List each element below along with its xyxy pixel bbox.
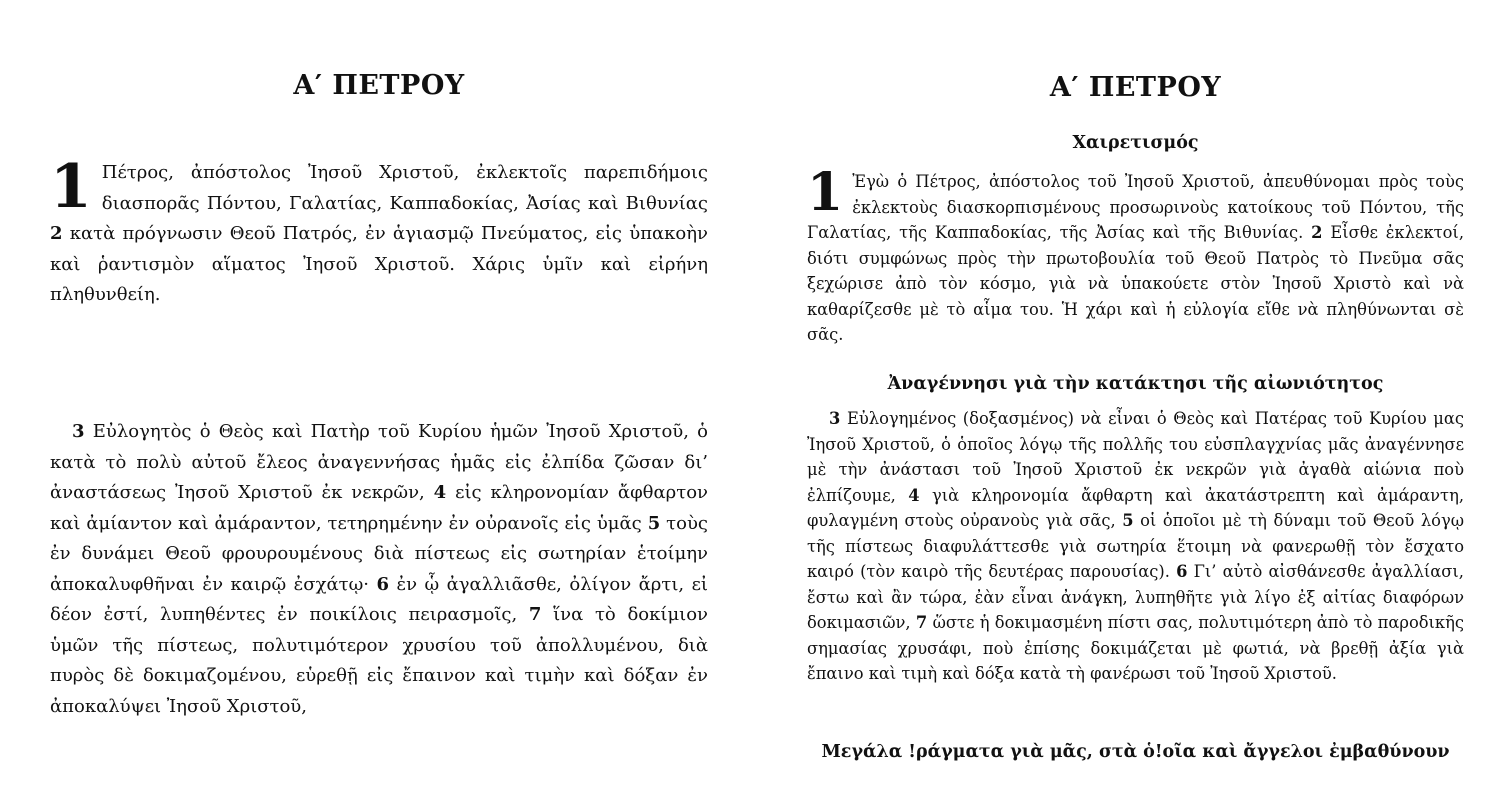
verse-number: 4: [908, 485, 920, 505]
verse-number: 7: [528, 604, 542, 625]
verse-number: 3: [72, 421, 85, 442]
verse-text: κατὰ πρόγνωσιν Θεοῦ Πατρός, ἐν ἁγιασμῷ Πνεύματος, εἰς ὑπακοὴν καὶ ῥαντισμὸν αἵματος Ἰησοῦ Χριστοῦ. Χάρις ὑμῖν καὶ εἰρήνη πληθυνθείη.: [50, 223, 708, 305]
section-heading: Χαιρετισμός: [1072, 133, 1199, 153]
verse-text: γιὰ κληρονομία ἄφθαρτη καὶ ἀκατάστρεπτη καὶ ἀμάραντη, φυλαγμένη στοὺς οὐρανοὺς γιὰ σᾶς,: [807, 485, 1464, 530]
chapter-number: 1: [50, 152, 92, 222]
verse-text: Πέτρος, ἀπόστολος Ἰησοῦ Χριστοῦ, ἐκλεκτοῖς παρεπιδήμοις διασπορᾶς Πόντου, Γαλατίας, Καππαδοκίας, Ἀσίας καὶ Βιθυνίας: [101, 162, 708, 214]
paragraph-verses-1-2: [807, 162, 1464, 348]
verse-text: Εὐλογημένος (δοξασμένος) νὰ εἶναι ὁ Θεὸς καὶ Πατέρας τοῦ Κυρίου μας Ἰησοῦ Χριστοῦ, ὁ ὁποῖος λόγῳ τῆς πολλῆς του εὐσπλαγχνίας μᾶς ἀναγέννησε μὲ τὴν ἀνάστασι τοῦ Ἰησοῦ Χριστοῦ ἐκ νεκρῶν γιὰ ἀγαθὰ αἰώνια ποὺ ἐλπίζουμε,: [807, 409, 1464, 505]
section-heading: Μεγάλα !ράγματα γιὰ μᾶς, στὰ ὁ!οῖα καὶ ἄγγελοι ἐμβαθύνουν: [821, 742, 1450, 762]
verse-text: ὥστε ἡ δοκιμασμένη πίστι σας, πολυτιμότερη ἀπὸ τὸ παροδικῆς σημασίας χρυσάφι, ποὺ ἐπίσης δοκιμάζεται μὲ φωτιά, νὰ βρεθῇ ἀξία γιὰ ἔπαινο καὶ τιμὴ καὶ δόξα κατὰ τὴ φανέρωσι τοῦ Ἰησοῦ Χριστοῦ.: [807, 613, 1464, 683]
verse-text: Εὐλογητὸς ὁ Θεὸς καὶ Πατὴρ τοῦ Κυρίου ἡμῶν Ἰησοῦ Χριστοῦ, ὁ κατὰ τὸ πολὺ αὐτοῦ ἔλεος ἀναγεννήσας ἡμᾶς εἰς ἐλπίδα ζῶσαν δι’ ἀναστάσεως Ἰησοῦ Χριστοῦ ἐκ νεκρῶν,: [50, 421, 708, 503]
paragraph-verses-1-2: [50, 152, 708, 311]
verse-number: 6: [376, 573, 389, 595]
section-heading: Ἀναγέννησι γιὰ τὴν κατάκτησι τῆς αἰωνιότητος: [887, 374, 1384, 394]
verse-text: ἵνα τὸ δοκίμιον ὑμῶν τῆς πίστεως, πολυτιμότερον χρυσίου τοῦ ἀπολλυμένου, διὰ πυρὸς δὲ δοκιμαζομένου, εὑρεθῇ εἰς ἔπαινον καὶ τιμὴν καὶ δόξαν ἐν ἀποκαλύψει Ἰησοῦ Χριστοῦ,: [50, 604, 708, 717]
verse-text: Εἶσθε ἐκλεκτοί, διότι συμφώνως πρὸς τὴν πρωτοβουλία τοῦ Θεοῦ Πατρὸς τὸ Πνεῦμα σᾶς ξεχώρισε ἀπὸ τὸν κόσμο, γιὰ νὰ ὑπακούετε στὸν Ἰησοῦ Χριστὸ καὶ νὰ καθαρίζεσθε μὲ τὸ αἷμα του. Ἡ χάρι καὶ ἡ εὐλογία εἴθε νὰ πληθύνωνται σὲ σᾶς.: [807, 223, 1464, 344]
verse-number: 4: [433, 482, 447, 503]
verse-text: ἐν ᾧ ἀγαλλιᾶσθε, ὀλίγον ἄρτι, εἰ δέον ἐστί, λυπηθέντες ἐν ποικίλοις πειρασμοῖς,: [50, 573, 708, 625]
verse-number: 6: [1176, 562, 1188, 581]
verse-number: 3: [829, 409, 841, 428]
paragraph-verses-3-7: [50, 417, 708, 722]
verse-text: Ἐγὼ ὁ Πέτρος, ἀπόστολος τοῦ Ἰησοῦ Χριστοῦ, ἀπευθύνομαι πρὸς τοὺς ἐκλεκτοὺς διασκορπισμένους προσωρινοὺς κατοίκους τοῦ Πόντου, τῆς Γαλατίας, τῆς Καππαδοκίας, τῆς Ἀσίας καὶ τῆς Βιθυνίας.: [807, 172, 1464, 242]
verse-text: εἰς κληρονομίαν ἄφθαρτον καὶ ἀμίαντον καὶ ἀμάραντον, τετηρημένην ἐν οὐρανοῖς εἰς ὑμᾶς: [50, 482, 708, 534]
verse-number: 5: [647, 512, 661, 534]
verse-number: 2: [50, 223, 63, 244]
verse-text: οἱ ὁποῖοι μὲ τὴ δύναμι τοῦ Θεοῦ λόγῳ τῆς πίστεως διαφυλάττεσθε γιὰ σωτηρία ἕτοιμη νὰ φανερωθῇ τὸν ἔσχατο καιρό (τὸν καιρὸ τῆς δευτέρας παρουσίας).: [807, 511, 1464, 581]
chapter-number: 1: [807, 162, 844, 223]
verse-text: τοὺς ἐν δυνάμει Θεοῦ φρουρουμένους διὰ πίστεως εἰς σωτηρίαν ἑτοίμην ἀποκαλυφθῆναι ἐν καιρῷ ἐσχάτῳ·: [50, 512, 708, 595]
verse-number: 5: [1122, 511, 1134, 530]
verse-number: 2: [1311, 223, 1323, 242]
verse-number: 7: [915, 613, 928, 632]
book-title: Α′ ΠΕΤΡΟΥ: [1049, 72, 1222, 103]
verse-text: Γι’ αὐτὸ αἰσθάνεσθε ἀγαλλίασι, ἔστω καὶ ἂν τώρα, ἐὰν εἶναι ἀνάγκη, λυπηθῆτε γιὰ λίγο ἐξ αἰτίας διαφόρων δοκιμασιῶν,: [807, 562, 1464, 632]
book-title: Α′ ΠΕΤΡΟΥ: [293, 70, 465, 101]
paragraph-verses-3-7: [807, 406, 1464, 687]
